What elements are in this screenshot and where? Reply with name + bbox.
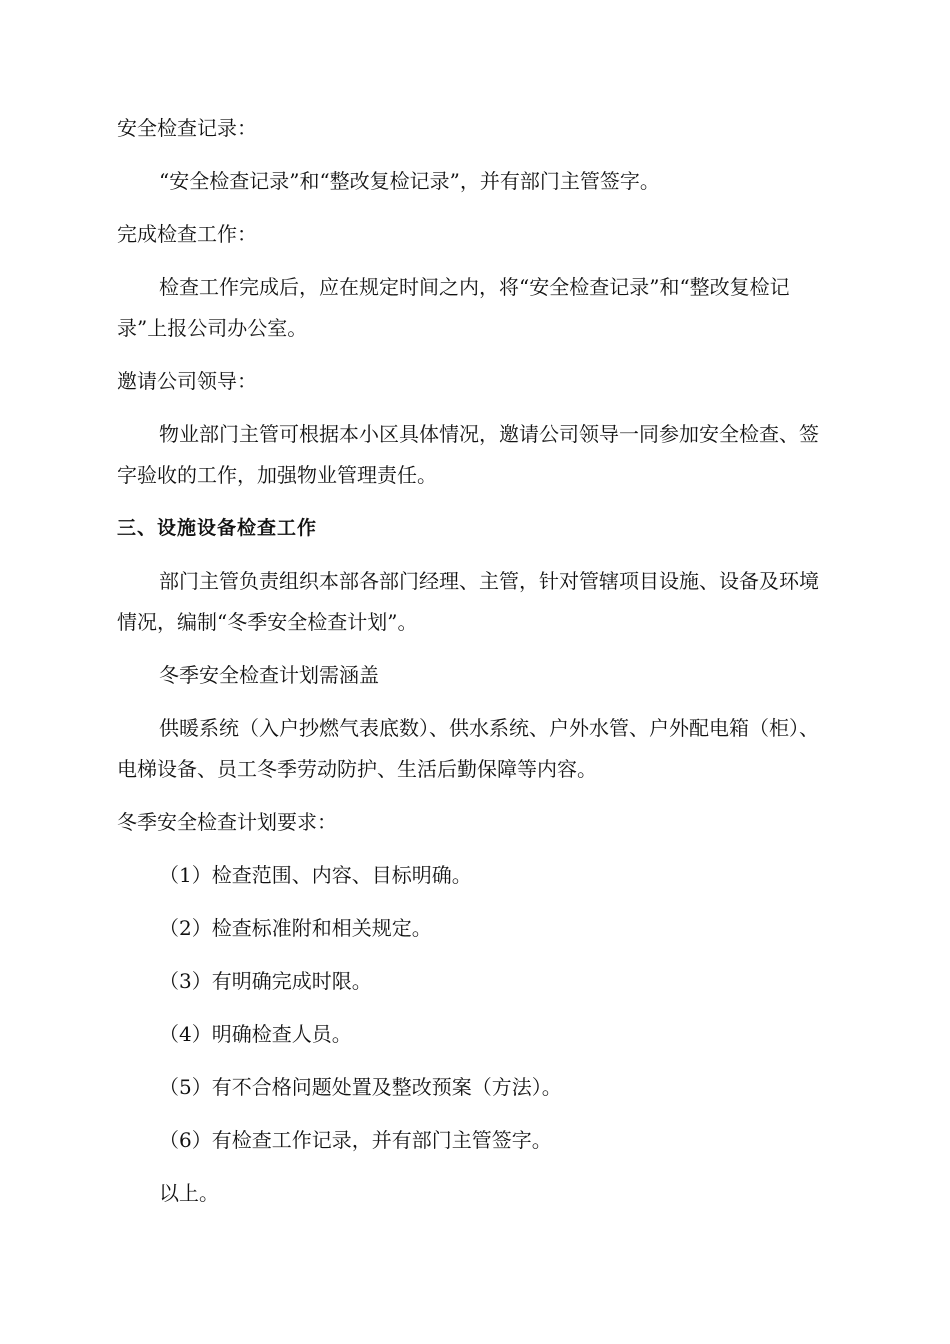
invite-label: 邀请公司领导： xyxy=(117,369,257,393)
requirement-item-2: （2）检查标准附和相关规定。 xyxy=(159,916,432,940)
closing-text: 以上。 xyxy=(159,1181,219,1205)
document-page xyxy=(117,108,833,1226)
record-label: 安全检查记录： xyxy=(117,116,257,140)
requirement-item-6: （6）有检查工作记录，并有部门主管签字。 xyxy=(159,1128,552,1152)
cover-label: 冬季安全检查计划需涵盖 xyxy=(159,663,379,687)
complete-text: 检查工作完成后，应在规定时间之内，将“安全检查记录”和“整改复检记录”上报公司办公室。 xyxy=(117,275,790,340)
requirement-item-4: （4）明确检查人员。 xyxy=(159,1022,352,1046)
requirement-item-1: （1）检查范围、内容、目标明确。 xyxy=(159,863,472,887)
section-heading-3: 三、设施设备检查工作 xyxy=(117,517,318,539)
complete-label: 完成检查工作： xyxy=(117,222,257,246)
record-text: “安全检查记录”和“整改复检记录”，并有部门主管签字。 xyxy=(159,169,660,193)
requirement-item-3: （3）有明确完成时限。 xyxy=(159,969,372,993)
facility-text: 部门主管负责组织本部各部门经理、主管，针对管辖项目设施、设备及环境情况，编制“冬季安全检查计划”。 xyxy=(117,569,819,634)
cover-text: 供暖系统（入户抄燃气表底数）、供水系统、户外水管、户外配电箱（柜）、电梯设备、员工冬季劳动防护、生活后勤保障等内容。 xyxy=(117,716,819,781)
invite-text: 物业部门主管可根据本小区具体情况，邀请公司领导一同参加安全检查、签字验收的工作，加强物业管理责任。 xyxy=(117,422,819,487)
require-label: 冬季安全检查计划要求： xyxy=(117,810,337,834)
requirement-item-5: （5）有不合格问题处置及整改预案（方法）。 xyxy=(159,1075,562,1099)
